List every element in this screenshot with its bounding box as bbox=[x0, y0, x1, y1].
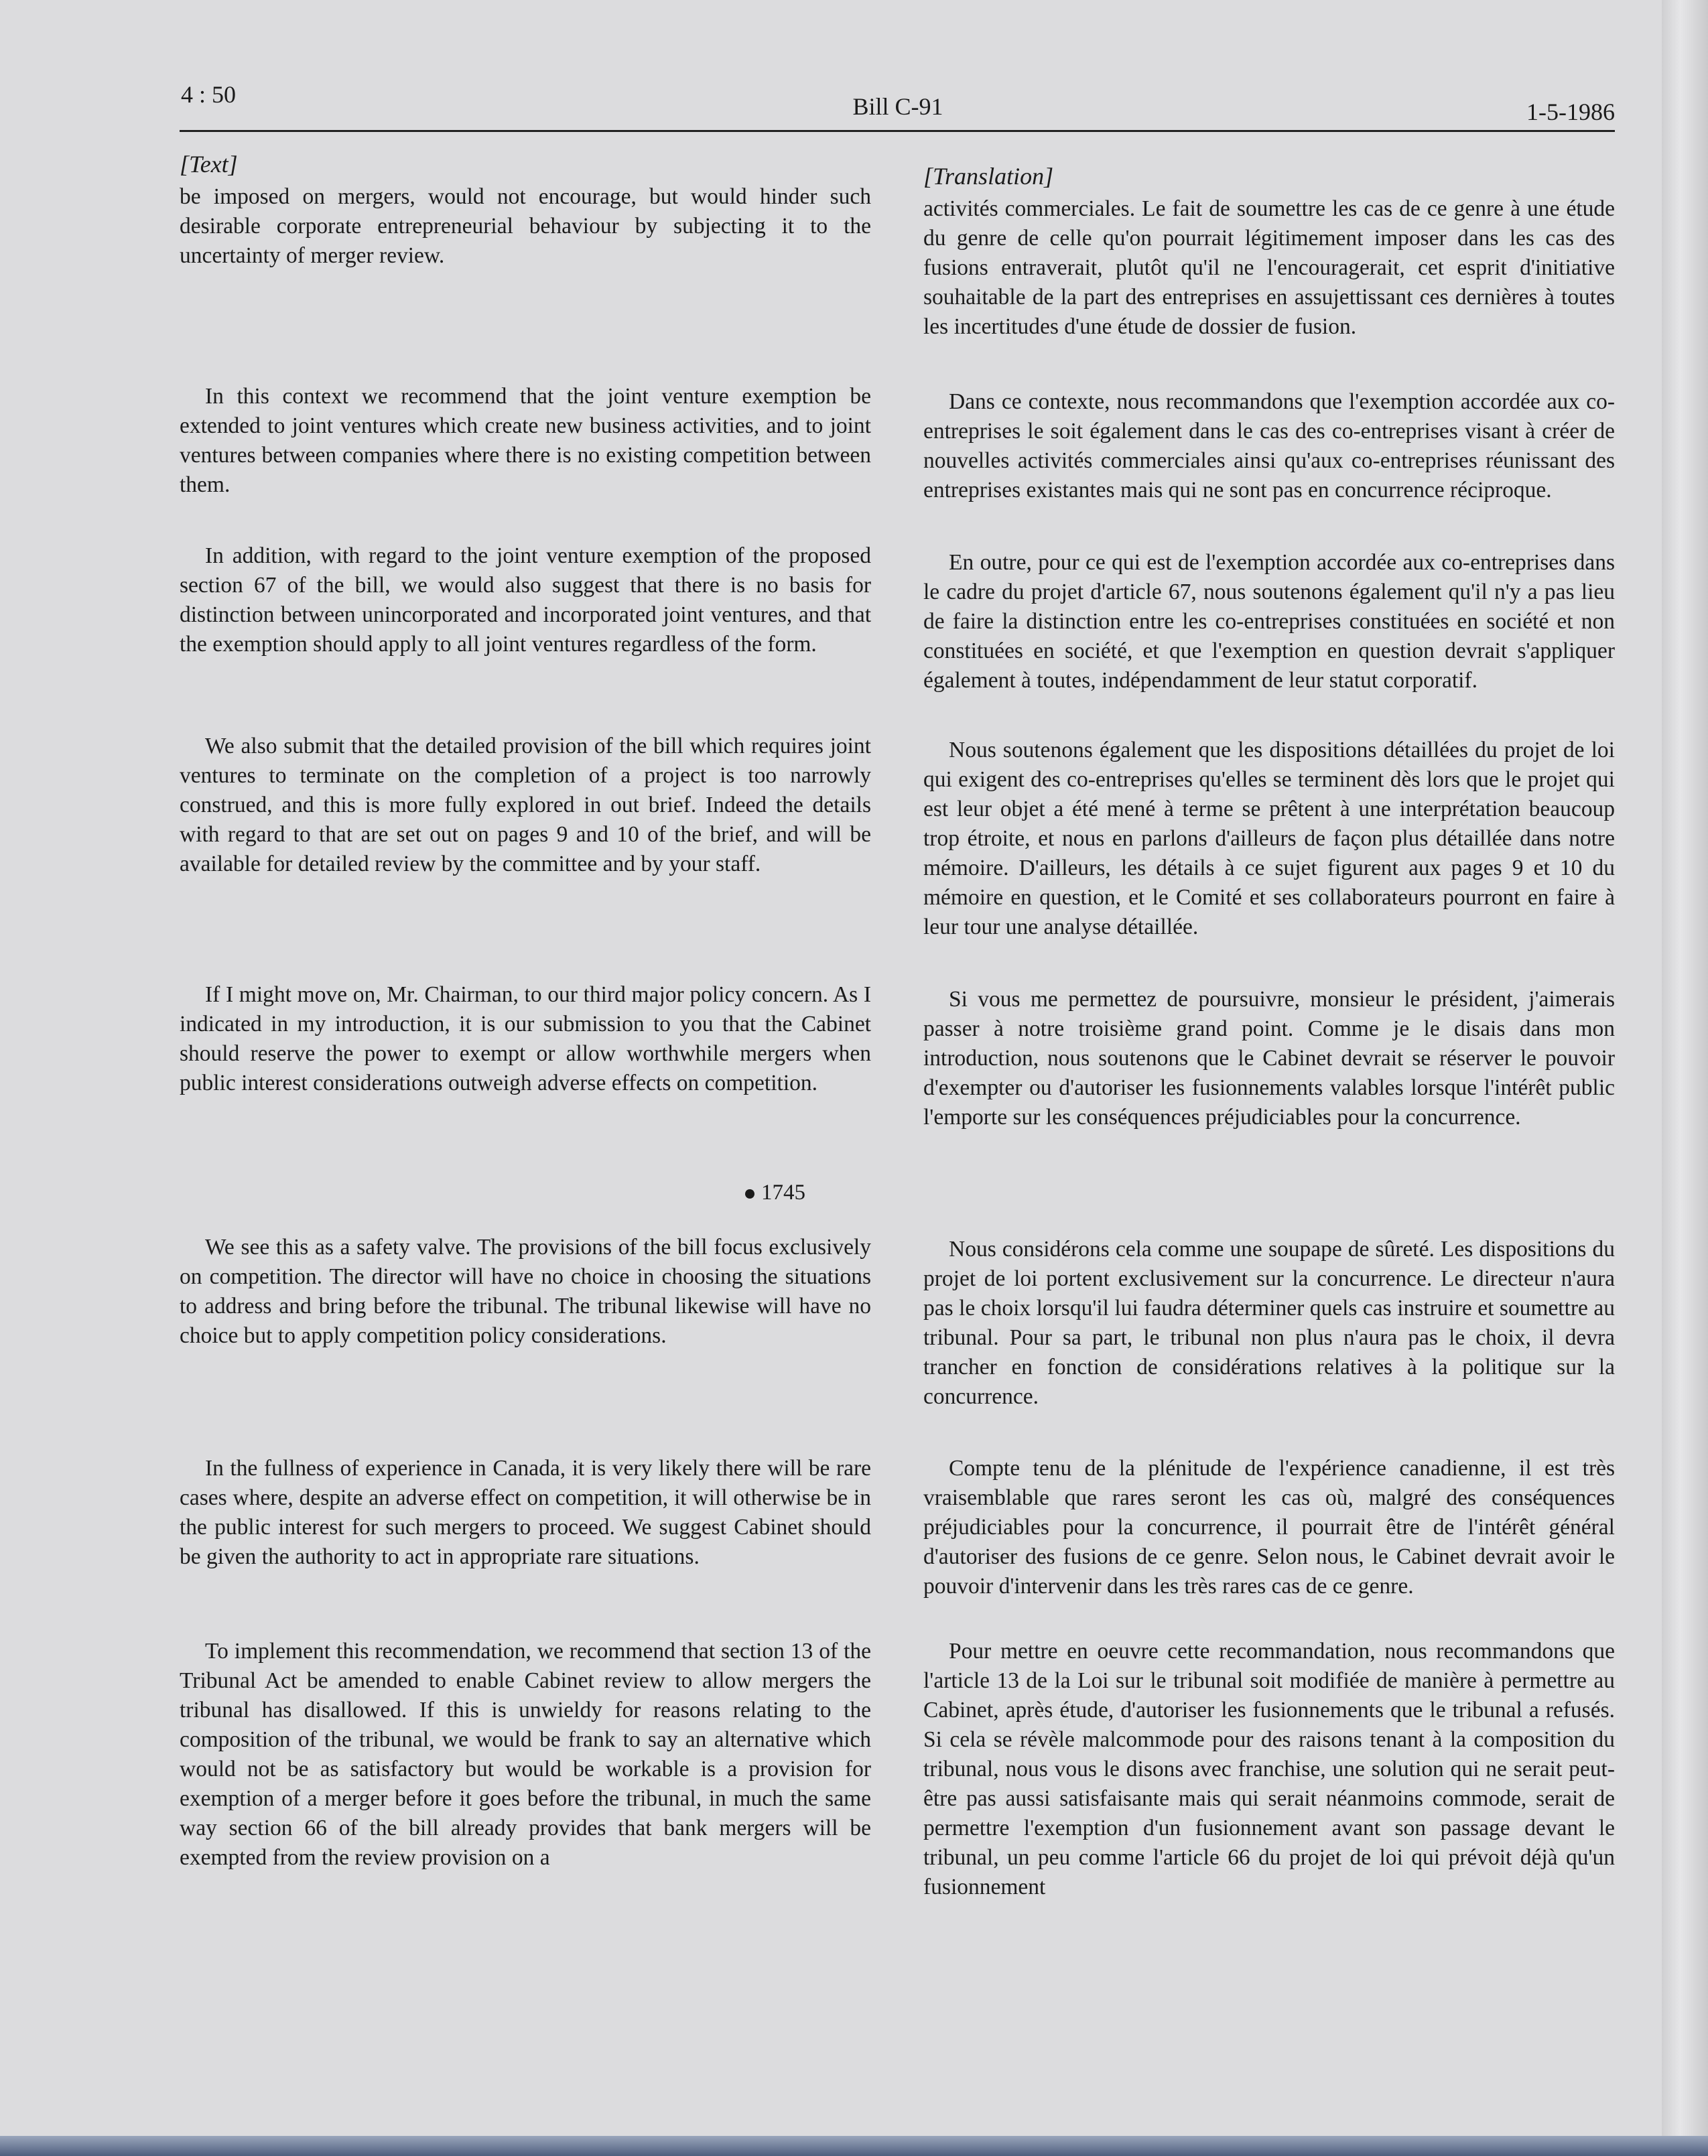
english-paragraph: We also submit that the detailed provision of the bill which requires joint ventures to terminate on the completion of a project is too narrowly construed, and this is more fully explored in out brief. Indeed the details with regard to that are set out on pages 9 and 10 of the brief, and will be available for detailed review by the committee and by your staff. bbox=[180, 734, 871, 876]
page-number: 4 : 50 bbox=[181, 81, 237, 108]
french-tag: [Translation] bbox=[923, 163, 1054, 190]
french-paragraph: Nous considérons cela comme une soupape de sûreté. Les dispositions du projet de loi portent exclusivement sur la concurrence. Le directeur n'aura pas le choix lorsqu'il lui faudra déterminer quels cas instruire et soumettre au tribunal. Pour sa part, le tribunal non plus n'aura pas le choix, il devra trancher en fonction de considérations relatives à la politique sur la concurrence. bbox=[923, 1237, 1615, 1409]
header-date: 1-5-1986 bbox=[1526, 98, 1615, 125]
english-paragraph: We see this as a safety valve. The provisions of the bill focus exclusively on competition. The director will have no choice in choosing the situations to address and bring before the tribunal. The tribunal likewise will have no choice but to apply competition policy considerations. bbox=[180, 1235, 871, 1348]
french-paragraph: activités commerciales. Le fait de soumettre les cas de ce genre à une étude du genre de celle qu'on pourrait légitimement imposer dans les cas des fusions entraverait, plutôt qu'il ne l'encouragerait, cet esprit d'initiative souhaitable de la part des entreprises en assujettissant ces dernières à toutes les incertitudes d'une étude de dossier de fusion. bbox=[923, 196, 1615, 339]
english-paragraph: In this context we recommend that the joint venture exemption be extended to joint ventures which create new business activities, and to joint ventures between companies where there is no existing competition between them. bbox=[180, 384, 871, 497]
english-paragraph: In addition, with regard to the joint venture exemption of the proposed section 67 of the bill, we would also suggest that there is no basis for distinction between unincorporated and incorporated joint ventures, and that the exemption should apply to all joint ventures regardless of the form. bbox=[180, 543, 871, 657]
time-marker-text: 1745 bbox=[761, 1181, 805, 1205]
french-paragraph: Dans ce contexte, nous recommandons que l'exemption accordée aux co-entreprises le soit également dans le cas des co-entreprises visant à créer de nouvelles activités commerciales ainsi qu'aux co-entreprises réunissant des entreprises existantes mais qui ne sont pas en concurrence réciproque. bbox=[923, 389, 1615, 502]
english-tag: [Text] bbox=[180, 151, 238, 178]
bill-title: Bill C-91 bbox=[852, 93, 943, 120]
english-paragraph: To implement this recommendation, we recommend that section 13 of the Tribunal Act be amended to enable Cabinet review to allow mergers the tribunal has disallowed. If this is unwieldy for reasons relating to the composition of the tribunal, we would be frank to say an alternative which would not be as satisfactory but would be workable is a provision for exemption of a merger before it goes before the tribunal, in much the same way section 66 of the bill already provides that bank mergers will be exempted from the review provision on a bbox=[180, 1639, 871, 1870]
page-edge bbox=[1662, 0, 1708, 2156]
french-paragraph: Compte tenu de la plénitude de l'expérience canadienne, il est très vraisemblable que rares seront les cas où, malgré des conséquences préjudiciables pour la concurrence, il pourrait être de l'intérêt général d'autoriser des fusions de ce genre. Selon nous, le Cabinet devrait avoir le pouvoir d'intervenir dans les très rares cas de ce genre. bbox=[923, 1456, 1615, 1599]
english-paragraph: In the fullness of experience in Canada, it is very likely there will be rare cases where, despite an adverse effect on competition, it will otherwise be in the public interest for such mergers to proceed. We suggest Cabinet should be given the authority to act in appropriate rare situations. bbox=[180, 1456, 871, 1569]
header-rule bbox=[180, 130, 1615, 132]
french-paragraph: Si vous me permettez de poursuivre, monsieur le président, j'aimerais passer à notre troisième grand point. Comme je le disais dans mon introduction, nous soutenons que le Cabinet devrait se réserver le pouvoir d'exempter ou d'autoriser les fusionnements valables lorsque l'intérêt public l'emporte sur les conséquences préjudiciables pour la concurrence. bbox=[923, 987, 1615, 1130]
time-marker bbox=[745, 1181, 805, 1205]
french-paragraph: En outre, pour ce qui est de l'exemption accordée aux co-entreprises dans le cadre du projet d'article 67, nous soutenons également qu'il n'y a pas lieu de faire la distinction entre les co-entreprises constituées en société et non constituées en société, et que l'exemption en question devrait s'appliquer également à toutes, indépendamment de leur statut corporatif. bbox=[923, 550, 1615, 693]
french-paragraph: Pour mettre en oeuvre cette recommandation, nous recommandons que l'article 13 de la Loi sur le tribunal soit modifiée de manière à permettre au Cabinet, après étude, d'autoriser les fusionnements que le tribunal a refusés. Si cela se révèle malcommode pour des raisons tenant à la composition du tribunal, nous vous le disons avec franchise, une solution qui ne serait peut-être pas aussi satisfaisante mais qui serait néanmoins commode, serait de permettre l'exemption d'un fusionnement avant son passage devant le tribunal, un peu comme l'article 66 du projet de loi qui prévoit déjà qu'un fusionnement bbox=[923, 1639, 1615, 1899]
scanner-bottom-band bbox=[0, 2136, 1708, 2156]
french-paragraph: Nous soutenons également que les dispositions détaillées du projet de loi qui exigent des co-entreprises qu'elles se terminent dès lors que le projet qui est leur objet a été mené à terme se prêtent à une interprétation beaucoup trop étroite, et nous en parlons d'ailleurs de façon plus détaillée dans notre mémoire. D'ailleurs, les détails à ce sujet figurent aux pages 9 et 10 du mémoire en question, et le Comité et ses collaborateurs pourront en faire à leur tour une analyse détaillée. bbox=[923, 738, 1615, 939]
bullet-icon bbox=[745, 1189, 754, 1199]
french-column bbox=[923, 159, 1615, 1899]
english-paragraph: be imposed on mergers, would not encourage, but would hinder such desirable corporate entrepreneurial behaviour by subjecting it to the uncertainty of merger review. bbox=[180, 184, 871, 268]
english-paragraph: If I might move on, Mr. Chairman, to our third major policy concern. As I indicated in my introduction, it is our submission to you that the Cabinet should reserve the power to exempt or allow worthwhile mergers when public interest considerations outweigh adverse effects on competition. bbox=[180, 982, 871, 1095]
page-header bbox=[181, 74, 1615, 134]
